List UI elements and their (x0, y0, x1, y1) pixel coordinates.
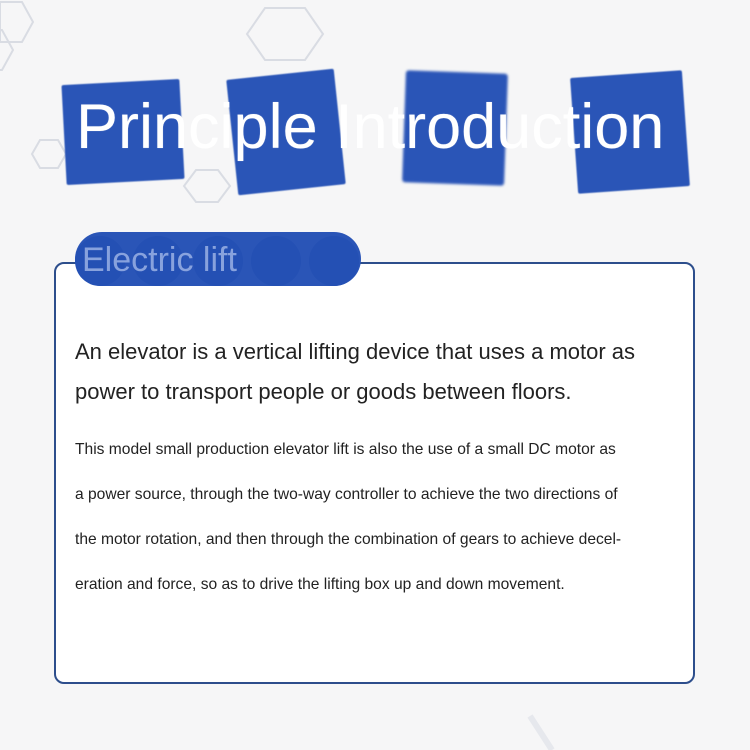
section-tag (73, 232, 363, 288)
body-line: eration and force, so as to drive the lifting box up and down movement. (75, 576, 565, 593)
body-line: the motor rotation, and then through the combination of gears to achieve decel- (75, 531, 622, 548)
title-block (0, 60, 750, 200)
section-tag-label: Electric lift (82, 241, 237, 279)
body-line: a power source, through the two-way controller to achieve the two directions of (75, 486, 618, 503)
section-tag-dot (251, 236, 301, 286)
page-title: Principle Introduction (76, 92, 665, 162)
lead-paragraph: An elevator is a vertical lifting device that uses a motor as power to transport people or goods between floors. (75, 339, 636, 404)
body-paragraph (75, 427, 685, 607)
section-tag-dot (309, 236, 359, 286)
body-line: This model small production elevator lift is also the use of a small DC motor as (75, 441, 616, 458)
